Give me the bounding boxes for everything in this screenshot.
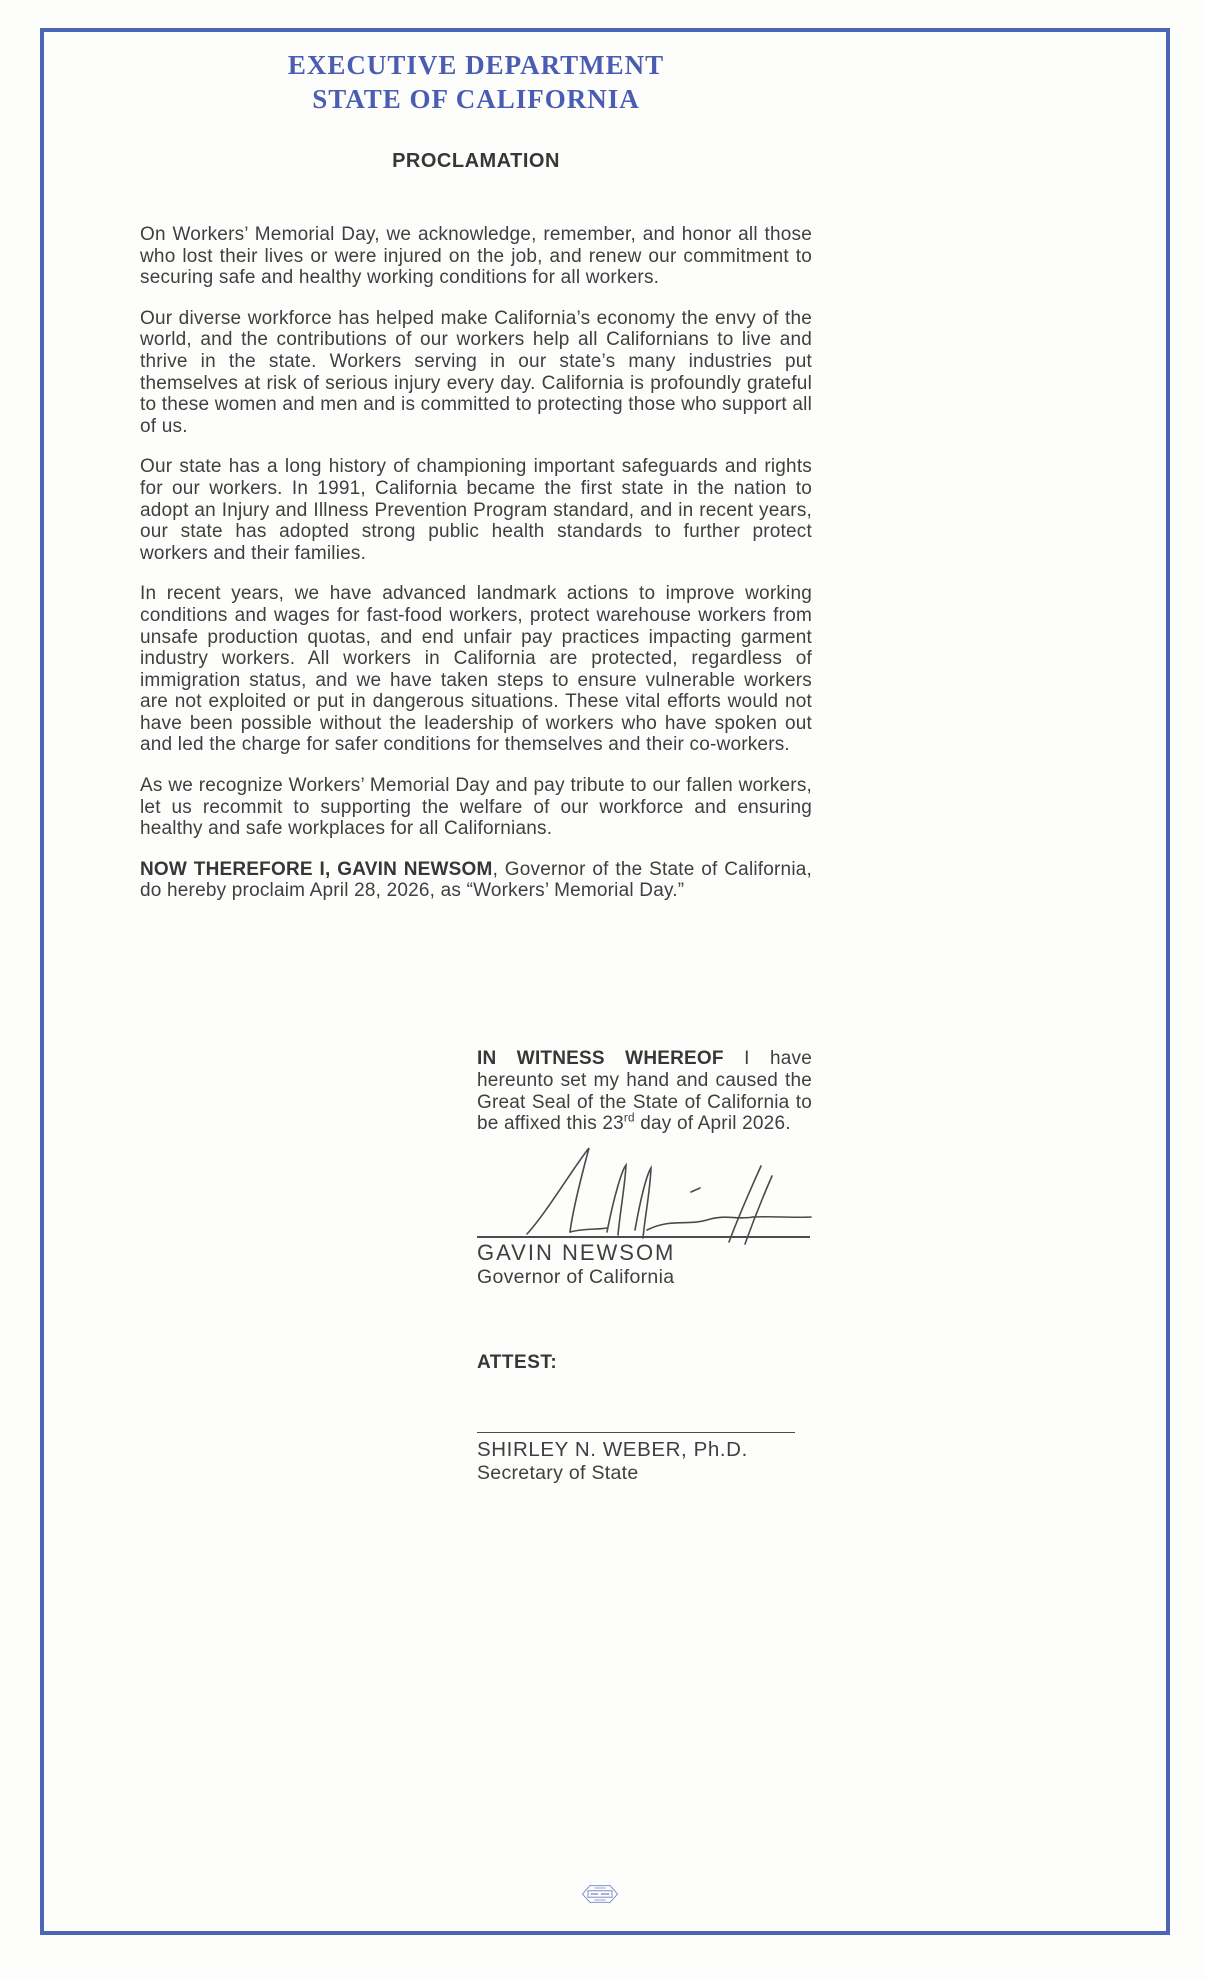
proclamation-title: PROCLAMATION xyxy=(392,150,560,172)
witness-bold: IN WITNESS WHEREOF xyxy=(477,1048,724,1069)
paragraph xyxy=(140,583,812,756)
department-header xyxy=(140,48,812,116)
ordinal-suffix: rd xyxy=(623,1112,635,1126)
paragraph xyxy=(140,308,812,438)
header-line-2: STATE OF CALIFORNIA xyxy=(312,84,640,114)
attest-signature-line xyxy=(477,1432,795,1433)
signature-line xyxy=(477,1236,810,1238)
governor-signature-icon xyxy=(515,1140,815,1248)
secretary-title: Secretary of State xyxy=(477,1462,639,1484)
paragraph xyxy=(140,456,812,564)
proclamation-body xyxy=(140,224,812,921)
governor-name: GAVIN NEWSOM xyxy=(477,1240,676,1265)
secretary-name: SHIRLEY N. WEBER, Ph.D. xyxy=(477,1438,748,1461)
paragraph-text: As we recognize Workers’ Memorial Day and pay tribute to our fallen workers, let us recommit to supporting the welfare of our workforce and ensuring healthy and safe workplaces for all Californians. xyxy=(140,775,812,840)
proclaim-clause-rest: , Governor of the State of California, do hereby proclaim April 28, 2026, as “Workers’ Memorial Day.” xyxy=(140,858,812,902)
paragraph xyxy=(140,775,812,840)
paragraph-text: Our state has a long history of championing important safeguards and rights for our workers. In 1991, California became the first state in the nation to adopt an Injury and Illness Prevention Program standard, and in recent years, our state has adopted strong public health standards to further protect workers and their families. xyxy=(140,456,812,564)
witness-text-2: day of April 2026. xyxy=(634,1113,791,1135)
witness-text-1: I have hereunto set my hand and caused the Great Seal of the State of California to be affixed this 23 xyxy=(477,1048,813,1135)
witness-block xyxy=(477,1048,812,1135)
attest-label: ATTEST: xyxy=(477,1352,558,1373)
proclaim-clause xyxy=(140,859,812,902)
paragraph-text: Our diverse workforce has helped make California’s economy the envy of the world, and the contributions of our workers help all Californians to live and thrive in the state. Workers serving in our state’s many industries put themselves at risk of serious injury every day. California is profoundly grateful to these women and men and is committed to protecting those who support all of us. xyxy=(140,307,812,437)
paragraph-text: In recent years, we have advanced landmark actions to improve working conditions and wages for fast-food workers, protect warehouse workers from unsafe production quotas, and end unfair pay practices impacting garment industry workers. All workers in California are protected, regardless of immigration status, and we have taken steps to ensure vulnerable workers are not exploited or put in dangerous situations. These vital efforts would not have been possible without the leadership of workers who have spoken out and led the charge for safer conditions for themselves and their co-workers. xyxy=(140,583,812,756)
union-label-stamp-icon xyxy=(576,1882,624,1906)
paragraph-text: On Workers’ Memorial Day, we acknowledge, remember, and honor all those who lost their lives or were injured on the job, and renew our commitment to securing safe and healthy working conditions for all workers. xyxy=(140,224,812,289)
governor-title: Governor of California xyxy=(477,1266,675,1288)
header-line-1: EXECUTIVE DEPARTMENT xyxy=(287,50,665,80)
paragraph xyxy=(140,224,812,289)
proclaim-clause-bold: NOW THEREFORE I, GAVIN NEWSOM xyxy=(140,858,493,880)
